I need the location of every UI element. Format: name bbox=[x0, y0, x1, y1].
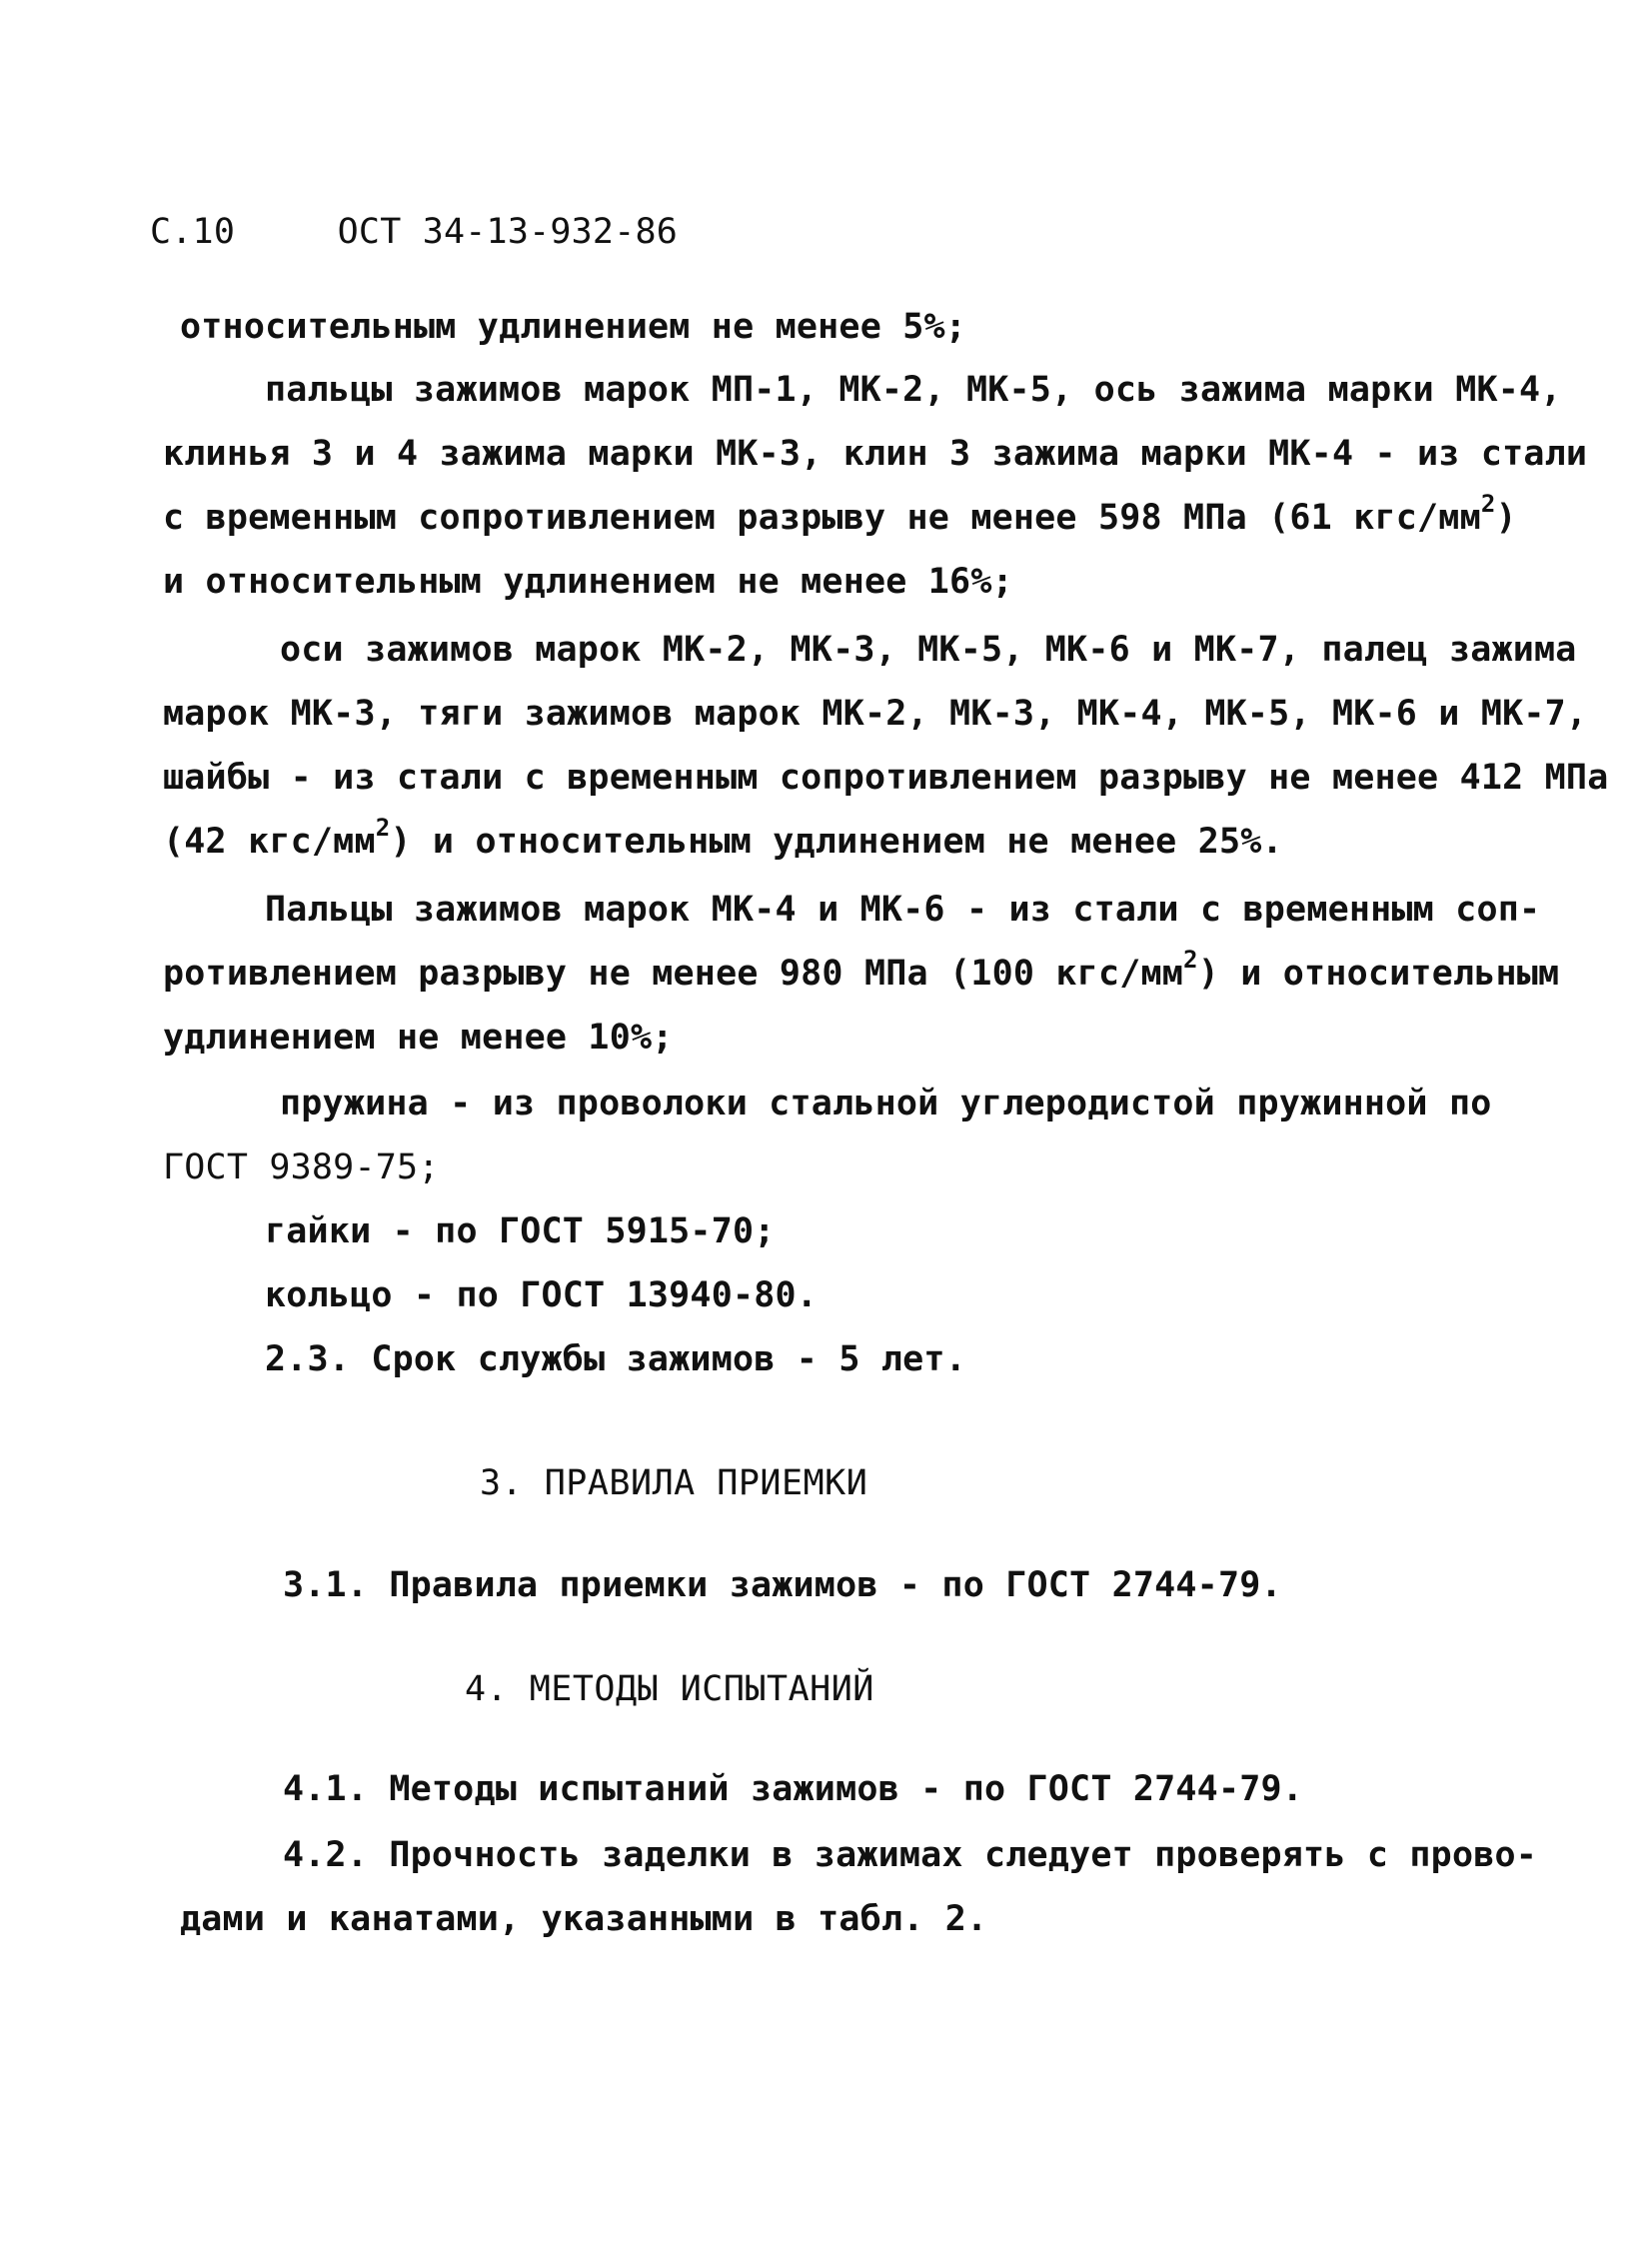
body-line: удлинением не менее 10%; bbox=[163, 1018, 674, 1058]
body-line: и относительным удлинением не менее 16%; bbox=[163, 562, 1013, 602]
page-header bbox=[150, 210, 678, 254]
body-line: Пальцы зажимов марок МК-4 и МК-6 - из стали с временным соп- bbox=[265, 890, 1541, 930]
section-heading: 3. ПРАВИЛА ПРИЕМКИ bbox=[480, 1463, 868, 1503]
body-line: шайбы - из стали с временным сопротивлением разрыву не менее 412 МПа bbox=[163, 758, 1609, 798]
body-line: относительным удлинением не менее 5%; bbox=[180, 307, 967, 347]
body-line: 3.1. Правила приемки зажимов - по ГОСТ 2744-79. bbox=[283, 1565, 1282, 1605]
body-line: 4.2. Прочность заделки в зажимах следует проверять с прово- bbox=[283, 1835, 1538, 1875]
body-line: оси зажимов марок МК-2, МК-3, МК-5, МК-6 и МК-7, палец зажима bbox=[280, 630, 1577, 670]
body-line: пружина - из проволоки стальной углеродистой пружинной по bbox=[280, 1084, 1492, 1123]
body-line: кольцо - по ГОСТ 13940-80. bbox=[265, 1275, 819, 1315]
body-line: 2.3. Срок службы зажимов - 5 лет. bbox=[265, 1339, 966, 1379]
body-line: пальцы зажимов марок МП-1, МК-2, МК-5, ось зажима марки МК-4, bbox=[265, 370, 1562, 410]
section-heading: 4. МЕТОДЫ ИСПЫТАНИЙ bbox=[465, 1669, 874, 1709]
page-number: С.10 bbox=[150, 212, 236, 252]
body-line: ГОСТ 9389-75; bbox=[163, 1147, 440, 1187]
body-line: клинья 3 и 4 зажима марки МК-3, клин 3 зажима марки МК-4 - из стали bbox=[163, 434, 1588, 474]
body-line: (42 кгс/$мм^2$) и относительным удлинением не менее 25%. bbox=[163, 814, 1283, 862]
body-line: дами и канатами, указанными в табл. 2. bbox=[180, 1899, 988, 1939]
body-line: гайки - по ГОСТ 5915-70; bbox=[265, 1211, 776, 1251]
body-line: ротивлением разрыву не менее 980 МПа (100 кгс/$мм^2$) и относительным bbox=[163, 946, 1560, 994]
standard-code: ОСТ 34-13-932-86 bbox=[337, 212, 679, 252]
body-line: марок МК-3, тяги зажимов марок МК-2, МК-3, МК-4, МК-5, МК-6 и МК-7, bbox=[163, 694, 1588, 734]
body-line: 4.1. Методы испытаний зажимов - по ГОСТ 2744-79. bbox=[283, 1769, 1304, 1809]
body-line: с временным сопротивлением разрыву не менее 598 МПа (61 кгс/$мм^2$) bbox=[163, 490, 1517, 538]
